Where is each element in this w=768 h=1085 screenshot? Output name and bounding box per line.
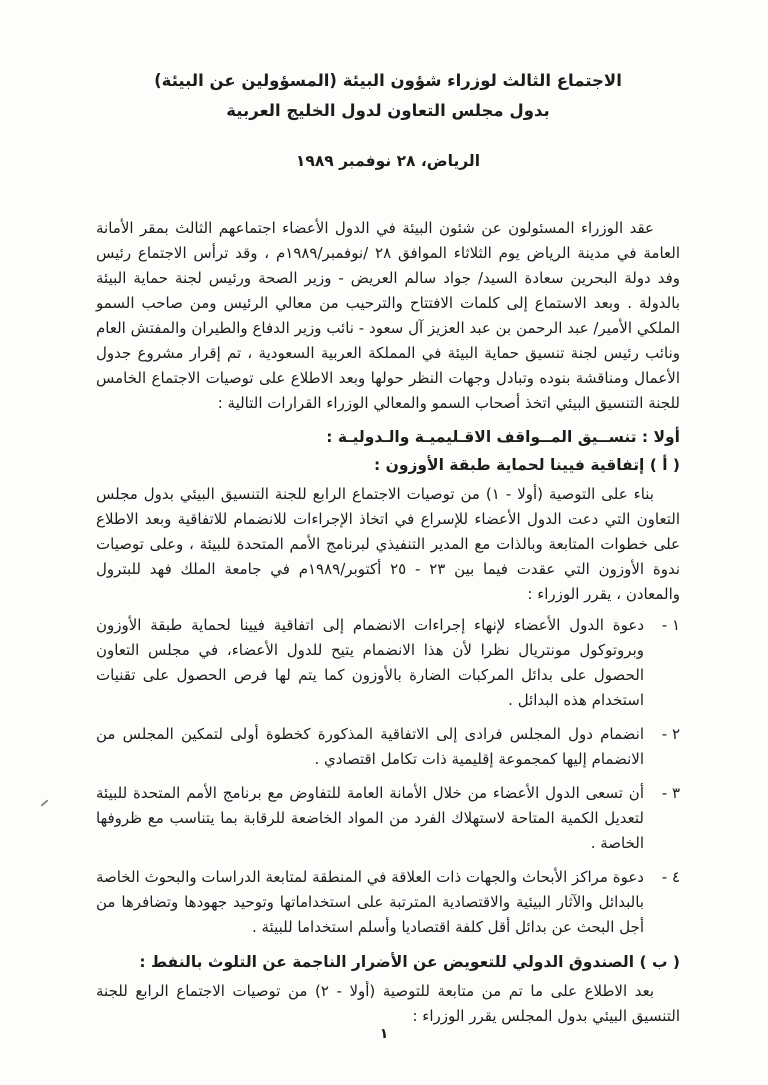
subsection-a-intro: بناء على التوصية (أولا - ١) من توصيات الاجتماع الرابع للجنة التنسيق البيئي بدول مجلس التعاون التي دعت الدول الأعضاء للإسراع في اتخاذ الإجراءات للانضمام للاتفاقية وبعد الاطلاع على خطوات المتابعة وبالذات مع المدير التنفيذي لبرنامج الأمم المتحدة للبيئة ، وعلى توصيات ندوة الأوزون التي عقدت فيما بين ٢٣ - ٢٥ أكتوبر/١٩٨٩م في جامعة الملك فهد للبترول والمعادن ، يقرر الوزراء :: [96, 485, 680, 603]
doc-title-line2: بدول مجلس التعاون لدول الخليج العربية: [226, 101, 550, 120]
resolution-list: [96, 613, 680, 940]
subsection-b-intro: بعد الاطلاع على ما تم من متابعة للتوصية (أولا - ٢) من توصيات الاجتماع الرابع للجنة التنسيق البيئي بدول المجلس يقرر الوزراء :: [96, 982, 680, 1025]
resolution-item: [96, 865, 680, 940]
resolution-number: ٣ -: [661, 784, 680, 802]
resolution-number: ١ -: [661, 616, 680, 634]
section-heading-first: أولا : تنســيق المــواقف الاقـليميـة والـدوليـة :: [326, 428, 680, 446]
resolution-item: [96, 613, 680, 713]
page-number: ١: [379, 1026, 389, 1042]
resolution-item: [96, 781, 680, 856]
resolution-number: ٤ -: [661, 868, 680, 886]
resolution-item: [96, 722, 680, 772]
subsection-a-heading: ( أ ) إتفاقية فيينا لحماية طبقة الأوزون :: [374, 456, 680, 474]
resolution-text: انضمام دول المجلس فرادى إلى الاتفاقية المذكورة كخطوة أولى لتمكين المجلس من الانضمام إليها كمجموعة إقليمية ذات تكامل اقتصادي .: [96, 725, 644, 768]
resolution-text: دعوة الدول الأعضاء لإنهاء إجراءات الانضمام إلى اتفاقية فيينا لحماية طبقة الأوزون وبروتوكول مونتريال نظرا لأن هذا الانضمام يتيح للدول الأعضاء، في مجلس التعاون الحصول على بدائل المركبات الضارة بالأوزون كما يتم لها فرص الحصول على تقنيات استخدام هذه البدائل .: [96, 616, 644, 709]
resolution-number: ٢ -: [661, 725, 680, 743]
doc-date-line: الرياض، ٢٨ نوفمبر ١٩٨٩: [295, 152, 481, 170]
resolution-text: أن تسعى الدول الأعضاء من خلال الأمانة العامة للتفاوض مع برنامج الأمم المتحدة للبيئة لتعديل الكمية المتاحة لاستهلاك الفرد من المواد الخاضعة للرقابة بما يتناسب مع ظروفها الخاصة .: [96, 784, 644, 852]
document-body: [96, 216, 680, 1029]
opening-paragraph: عقد الوزراء المسئولون عن شئون البيئة في الدول الأعضاء اجتماعهم الثالث بمقر الأمانة العامة في مدينة الرياض يوم الثلاثاء الموافق ٢٨ /نوفمبر/١٩٨٩م ، وقد ترأس الاجتماع رئيس وفد دولة البحرين سعادة السيد/ جواد سالم العريض - وزير الصحة ورئيس لجنة حماية البيئة بالدولة . وبعد الاستماع إلى كلمات الافتتاح والترحيب من معالي الرئيس ومن صاحب السمو الملكي الأمير/ عبد الرحمن بن عبد العزيز آل سعود - نائب وزير الدفاع والطيران والمفتش العام ونائب رئيس لجنة تنسيق حماية البيئة في المملكة العربية السعودية ، تم إقرار مشروع جدول الأعمال ومناقشة بنوده وتبادل وجهات النظر حولها وبعد الاطلاع على توصيات الاجتماع الخامس للجنة التنسيق البيئي اتخذ أصحاب السمو والمعالي الوزراء القرارات التالية :: [96, 219, 680, 412]
doc-title-line1: الاجتماع الثالث لوزراء شؤون البيئة (المسؤولين عن البيئة): [154, 71, 622, 90]
subsection-b-heading: ( ب ) الصندوق الدولي للتعويض عن الأضرار الناجمة عن التلوث بالنفط :: [139, 953, 680, 971]
document-header: [96, 66, 680, 170]
resolution-text: دعوة مراكز الأبحاث والجهات ذات العلاقة في المنطقة لمتابعة الدراسات والبحوث الخاصة بالبدائل والآثار البيئية والاقتصادية المترتبة على استخداماتها وتوحيد جهودها وتضافرها من أجل البحث عن بدائل أقل كلفة اقتصاديا وأسلم استخداما للبيئة .: [96, 868, 644, 936]
